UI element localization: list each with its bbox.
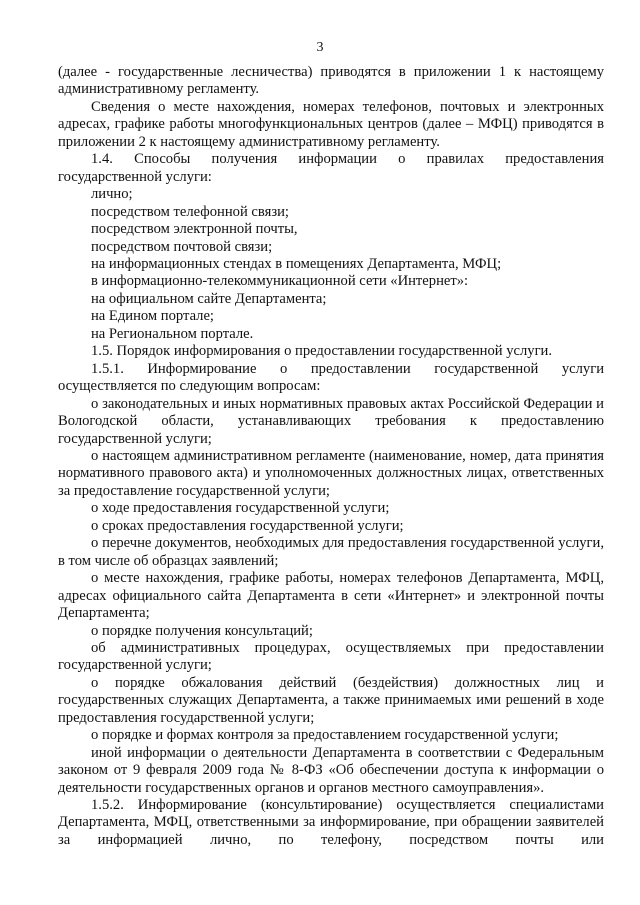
list-item: о порядке и формах контроля за предоставлением государственной услуги; xyxy=(91,727,559,744)
list-item: о законодательных и иных нормативных правовых актах Российской Федерации и Вологодской области, устанавливающих требования к предоставлению государственной услуги; xyxy=(58,395,604,447)
paragraph-mfc-info: Сведения о месте нахождения, номерах телефонов, почтовых и электронных адресах, графике работы многофункциональных центров (далее – МФЦ) приводятся в приложении 2 к настоящему административному регламенту. xyxy=(58,98,604,150)
list-item: иной информации о деятельности Департамента в соответствии с Федеральным законом от 9 февраля 2009 года № 8-ФЗ «Об обеспечении доступа к информации о деятельности государственных органов и органов местного самоуправления». xyxy=(58,744,604,796)
list-item: на официальном сайте Департамента; xyxy=(91,290,327,307)
list-item: о месте нахождения, графике работы, номерах телефонов Департамента, МФЦ, адресах официального сайта Департамента в сети «Интернет» и электронной почты Департамента; xyxy=(58,570,604,622)
list-item: о ходе предоставления государственной услуги; xyxy=(91,500,390,517)
list-item: о порядке обжалования действий (бездействия) должностных лиц и государственных служащих Департамента, а также принимаемых ими решений в ходе предоставления государственной услуги; xyxy=(58,674,604,726)
paragraph-section-1-4: 1.4. Способы получения информации о правилах предоставления государственной услуги: xyxy=(58,151,604,185)
document-body xyxy=(58,64,604,849)
list-item: посредством почтовой связи; xyxy=(91,238,273,255)
list-item: лично; xyxy=(91,186,133,203)
list-item: посредством электронной почты, xyxy=(91,221,298,238)
list-item: о сроках предоставления государственной услуги; xyxy=(91,517,404,534)
paragraph-section-1-5-1: 1.5.1. Информирование о предоставлении государственной услуги осуществляется по следующим вопросам: xyxy=(58,360,604,395)
list-item: о порядке получения консультаций; xyxy=(91,622,313,639)
list-item: о перечне документов, необходимых для предоставления государственной услуги, в том числе об образцах заявлений; xyxy=(58,535,604,569)
list-item: об административных процедурах, осуществляемых при предоставлении государственной услуги; xyxy=(58,639,604,674)
list-item: о настоящем административном регламенте (наименование, номер, дата принятия нормативного правового акта) и уполномоченных должностных лицах, ответственных за предоставление государственной услуги; xyxy=(58,447,604,499)
list-item: на Едином портале; xyxy=(91,308,214,325)
page-number: 3 xyxy=(316,40,324,55)
paragraph-forestries-note: (далее - государственные лесничества) приводятся в приложении 1 к настоящему административному регламенту. xyxy=(58,64,604,98)
list-item: на Региональном портале. xyxy=(91,325,254,342)
paragraph-section-1-5: 1.5. Порядок информирования о предоставлении государственной услуги. xyxy=(91,343,553,360)
list-item: на информационных стендах в помещениях Департамента, МФЦ; xyxy=(91,255,502,272)
list-item: в информационно-телекоммуникационной сети «Интернет»: xyxy=(91,273,469,290)
paragraph-section-1-5-2: 1.5.2. Информирование (консультирование) осуществляется специалистами Департамента, МФЦ, ответственными за информирование, при обращении заявителей за информацией лично, по телефону, посредством почты или xyxy=(58,797,604,848)
list-item: посредством телефонной связи; xyxy=(91,203,289,220)
